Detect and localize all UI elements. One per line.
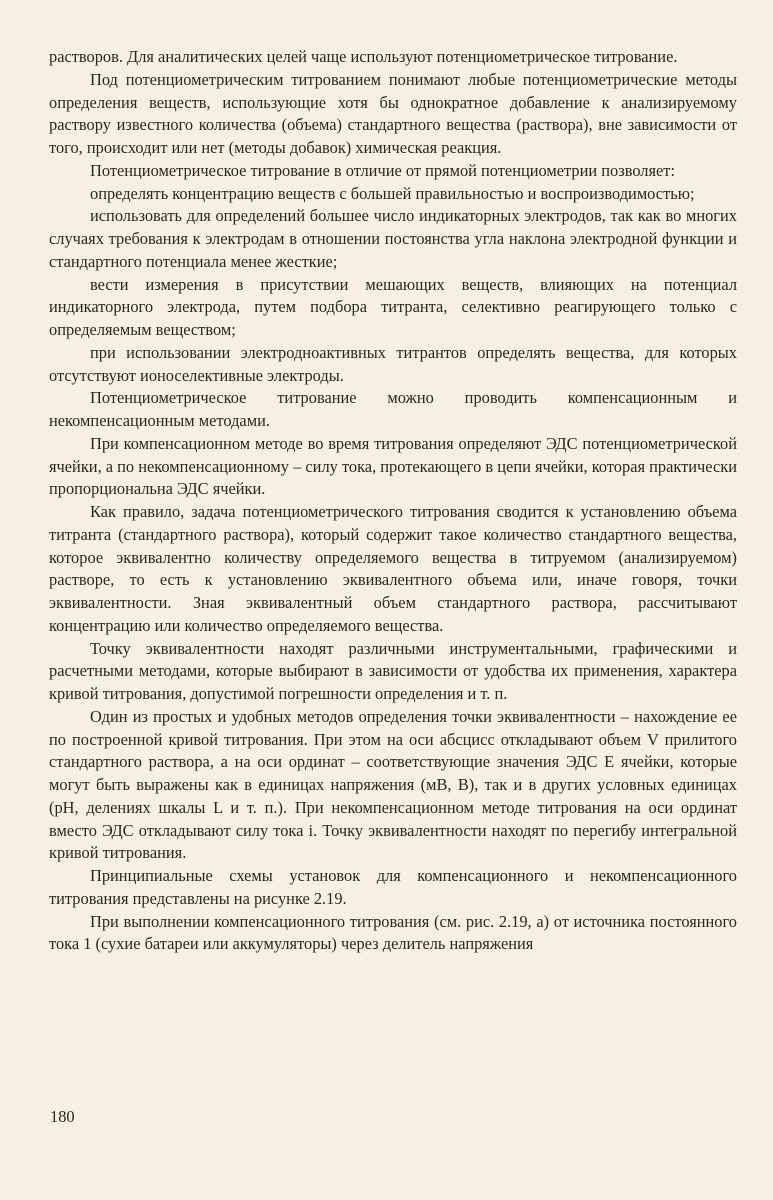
paragraph: растворов. Для аналитических целей чаще используют потенциометрическое титрование.: [49, 47, 678, 66]
paragraph: Точку эквивалентности находят различными инструментальными, графическими и расчетными методами, которые выбирают в зависимости от удобства их применения, характера кривой титрования, допустимой погрешности определения и т. п.: [49, 638, 737, 703]
list-item: определять концентрацию веществ с большей правильностью и воспроизводимостью;: [90, 183, 695, 203]
list-item: использовать для определений большее число индикаторных электродов, так как во многих случаях требования к электродам в отношении постоянства угла наклона электродной функции и стандартного потенциала менее жесткие;: [49, 206, 737, 271]
paragraph: Принципиальные схемы установок для компенсационного и некомпенсационного титрования представлены на рисунке 2.19.: [49, 866, 737, 908]
paragraph: Как правило, задача потенциометрического титрования сводится к установлению объема титранта (стандартного раствора), который содержит такое количество стандартного вещества, которое эквивалентно количеству определяемого вещества в титруемом (анализируемом) растворе, то есть к установлению эквивалентного объема или, иначе говоря, точки эквивалентности. Зная эквивалентный объем стандартного раствора, рассчитывают концентрацию или количество определяемого вещества.: [49, 502, 737, 635]
paragraph: Потенциометрическое титрование в отличие от прямой потенциометрии позволяет:: [90, 160, 676, 180]
paragraph: Потенциометрическое титрование можно проводить компенсационным и некомпенсационным методами.: [49, 388, 737, 430]
paragraph: При выполнении компенсационного титрования (см. рис. 2.19, а) от источника постоянного тока 1 (сухие батареи или аккумуляторы) через делитель напряжения: [49, 911, 737, 954]
list-item: при использовании электродноактивных титрантов определять вещества, для которых отсутствуют ионоселективные электроды.: [49, 342, 737, 385]
paragraph: При компенсационном методе во время титрования определяют ЭДС потенциометрической ячейки, а по некомпенсационному – силу тока, протекающего в цепи ячейки, которая практически пропорциональна ЭДС ячейки.: [49, 433, 737, 499]
list-item: вести измерения в присутствии мешающих веществ, влияющих на потенциал индикаторного электрода, путем подбора титранта, селективно реагирующего только с определяемым веществом;: [49, 274, 737, 339]
page-number: 180: [50, 1107, 75, 1126]
paragraph: Под потенциометрическим титрованием понимают любые потенциометрические методы определения веществ, использующие хотя бы однократное добавление к анализируемому раствору известного количества (объема) стандартного вещества (раствора), вне зависимости от того, происходит или нет (методы добавок) химическая реакция.: [49, 69, 737, 157]
body-text: [49, 46, 737, 956]
paragraph: Один из простых и удобных методов определения точки эквивалентности – нахождение ее по построенной кривой титрования. При этом на оси абсцисс откладывают объем V прилитого стандартного раствора, а на оси ординат – соответствующие значения ЭДС E ячейки, которые могут быть выражены как в единицах напряжения (мВ, В), так и в других условных единицах (pH, делениях шкалы L и т. п.). При некомпенсационном методе титрования на оси ординат вместо ЭДС откладывают силу тока i. Точку эквивалентности находят по перегибу интегральной кривой титрования.: [49, 706, 737, 863]
